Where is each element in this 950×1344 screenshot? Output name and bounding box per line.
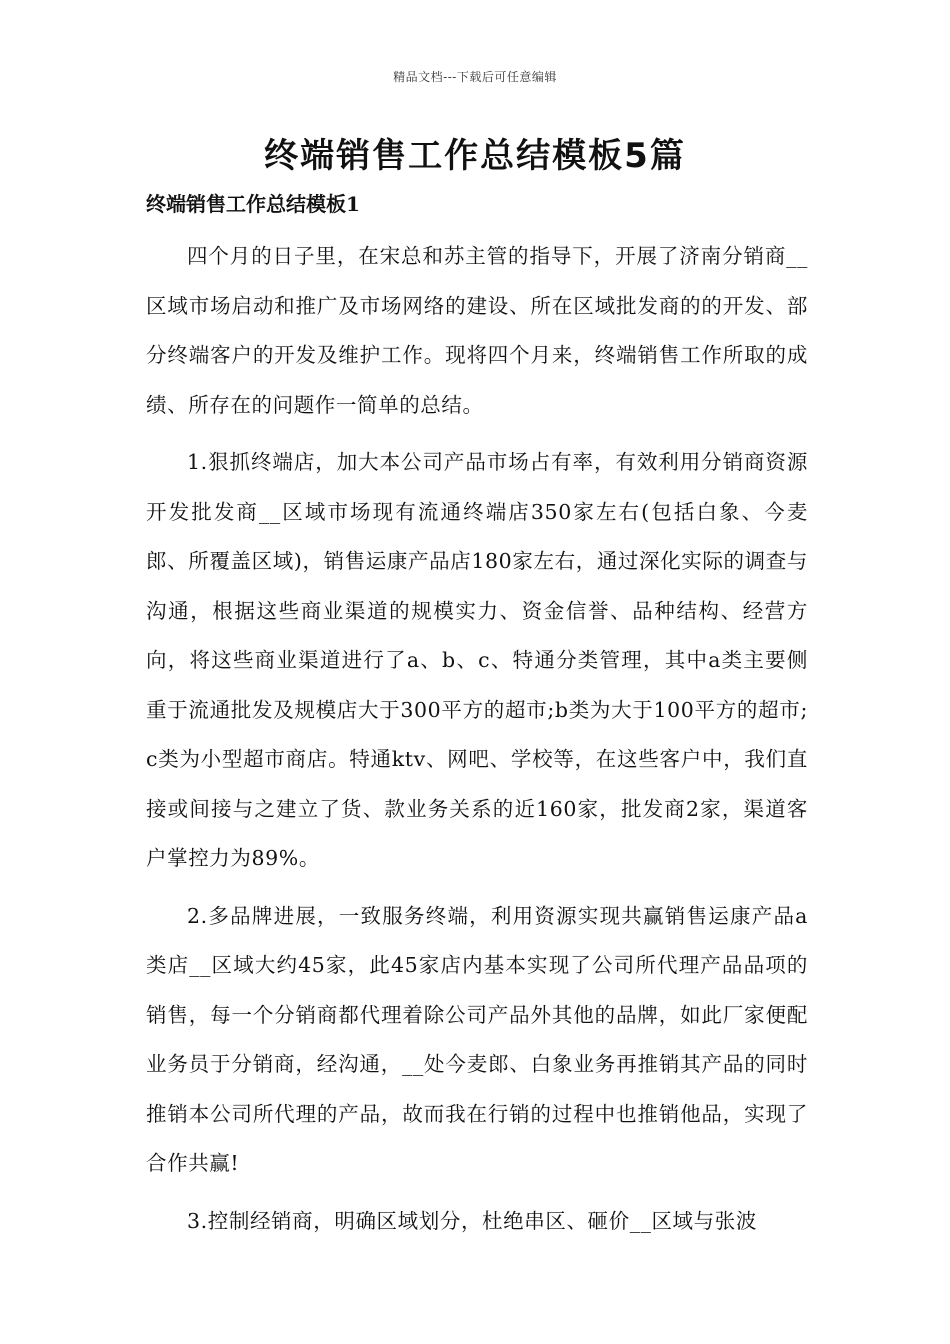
document-title: 终端销售工作总结模板5篇 (264, 136, 686, 176)
paragraph-point-2: 2.多品牌进展，一致服务终端，利用资源实现共赢销售运康产品a类店__区域大约45家，此45家店内基本实现了公司所代理产品品项的销售，每一个分销商都代理着除公司产品外其他的品牌，如此厂家便配业务员于分销商，经沟通，__处今麦郎、白象业务再推销其产品的同时推销本公司所代理的产品，故而我在行销的过程中也推销他品，实现了合作共赢! (146, 903, 808, 1175)
document-body (146, 232, 808, 1254)
paragraph-point-3: 3.控制经销商，明确区域划分，杜绝串区、砸价__区域与张波 (187, 1208, 757, 1233)
paragraph-point-1: 1.狠抓终端店，加大本公司产品市场占有率，有效利用分销商资源开发批发商__区域市场现有流通终端店350家左右(包括白象、今麦郎、所覆盖区域)，销售运康产品店180家左右，通过深化实际的调查与沟通，根据这些商业渠道的规模实力、资金信誉、品种结构、经营方向，将这些商业渠道进行了a、b、c、特通分类管理，其中a类主要侧重于流通批发及规模店大于300平方的超市;b类为大于100平方的超市;c类为小型超市商店。特通ktv、网吧、学校等，在这些客户中，我们直接或间接与之建立了货、款业务关系的近160家，批发商2家，渠道客户掌控力为89%。 (146, 450, 808, 870)
paragraph-intro: 四个月的日子里，在宋总和苏主管的指导下，开展了济南分销商__区域市场启动和推广及市场网络的建设、所在区域批发商的的开发、部分终端客户的开发及维护工作。现将四个月来，终端销售工作所取的成绩、所存在的问题作一简单的总结。 (146, 244, 808, 417)
section-heading: 终端销售工作总结模板1 (146, 192, 360, 216)
header-note: 精品文档---下载后可任意编辑 (393, 70, 557, 84)
